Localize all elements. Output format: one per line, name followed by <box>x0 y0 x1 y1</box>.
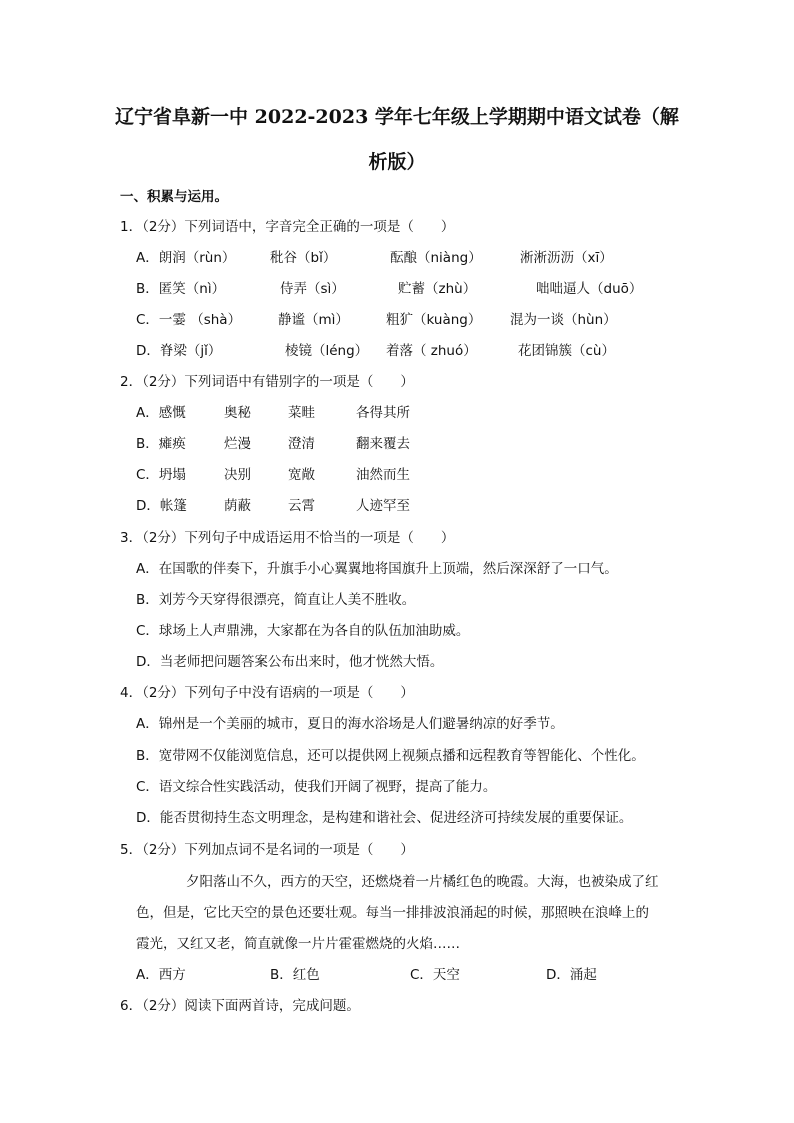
option-word: 油然而生 <box>356 467 410 483</box>
option-word: C．一霎 （shà） <box>136 312 242 328</box>
option-word: 翻来覆去 <box>356 436 410 452</box>
option-word: 各得其所 <box>356 405 410 421</box>
option-word: 澄清 <box>288 436 315 452</box>
option-d: D．涌起 <box>546 967 597 983</box>
option-a: A．西方 <box>136 967 186 983</box>
option-word: 静谧（mì） <box>278 312 349 328</box>
section-heading: 一、积累与运用。 <box>120 189 228 205</box>
option-b: B．红色 <box>270 967 320 983</box>
option-word: 烂漫 <box>224 436 251 452</box>
question-3-option-a: A．在国歌的伴奏下，升旗手小心翼翼地将国旗升上顶端，然后深深舒了一口气。 <box>136 561 618 577</box>
option-word: 粗犷（kuàng） <box>386 312 482 328</box>
question-4-option-d: D．能否贯彻持生态文明理念，是构建和谐社会、促进经济可持续发展的重要保证。 <box>136 810 633 826</box>
question-2-stem: 2．（2分）下列词语中有错别字的一项是（ ） <box>120 374 414 390</box>
option-word: D．脊梁（jǐ） <box>136 343 222 359</box>
question-4-stem: 4．（2分）下列句子中没有语病的一项是（ ） <box>120 685 414 701</box>
option-word: 决别 <box>224 467 251 483</box>
question-5-passage-line-1: 夕阳落山不久，西方的天空，还燃烧着一片橘红色的晚霞。大海，也被染成了红 <box>186 874 659 890</box>
question-6-stem: 6．（2分）阅读下面两首诗，完成问题。 <box>120 998 360 1014</box>
question-4-option-b: B．宽带网不仅能浏览信息，还可以提供网上视频点播和远程教育等智能化、个性化。 <box>136 748 645 764</box>
question-3-stem: 3．（2分）下列句子中成语运用不恰当的一项是（ ） <box>120 530 455 546</box>
option-word: 混为一谈（hùn） <box>510 312 617 328</box>
option-word: 奥秘 <box>224 405 251 421</box>
option-word: B．匿笑（nì） <box>136 281 226 297</box>
option-word: 贮蓄（zhù） <box>398 281 477 297</box>
option-word: 荫蔽 <box>224 498 251 514</box>
option-word: 秕谷（bǐ） <box>270 250 337 266</box>
question-3-option-c: C．球场上人声鼎沸，大家都在为各自的队伍加油助威。 <box>136 623 470 639</box>
option-word: A．朗润（rùn） <box>136 250 236 266</box>
option-word: C．坍塌 <box>136 467 186 483</box>
option-word: 着落（ zhuó） <box>386 343 477 359</box>
question-4-option-a: A．锦州是一个美丽的城市，夏日的海水浴场是人们避暑纳凉的好季节。 <box>136 716 564 732</box>
question-3-option-b: B．刘芳今天穿得很漂亮，简直让人美不胜收。 <box>136 592 416 608</box>
option-word: 菜畦 <box>288 405 315 421</box>
option-word: A．感慨 <box>136 405 186 421</box>
question-5-passage-line-3: 霞光，又红又老，简直就像一片片霍霍燃烧的火焰…… <box>136 936 460 952</box>
option-word: 咄咄逼人（duō） <box>536 281 643 297</box>
document-title-line-1: 辽宁省阜新一中 2022-2023 学年七年级上学期期中语文试卷（解 <box>115 106 679 128</box>
question-4-option-c: C．语文综合性实践活动，使我们开阔了视野，提高了能力。 <box>136 779 497 795</box>
option-word: 宽敞 <box>288 467 315 483</box>
option-word: 淅淅沥沥（xī） <box>520 250 613 266</box>
option-word: B．瘫痪 <box>136 436 186 452</box>
option-word: 云霄 <box>288 498 315 514</box>
option-word: 棱镜（léng） <box>285 343 369 359</box>
option-c: C．天空 <box>410 967 460 983</box>
question-5-passage-line-2: 色，但是，它比天空的景色还要壮观。每当一排排波浪涌起的时候，那照映在浪峰上的 <box>136 905 649 921</box>
option-word: D．帐篷 <box>136 498 187 514</box>
option-word: 人迹罕至 <box>356 498 410 514</box>
question-5-stem: 5．（2分）下列加点词不是名词的一项是（ ） <box>120 842 414 858</box>
question-1-stem: 1．（2分）下列词语中，字音完全正确的一项是（ ） <box>120 219 455 235</box>
option-word: 花团锦簇（cù） <box>518 343 615 359</box>
option-word: 侍弄（sì） <box>280 281 345 297</box>
document-title-line-2: 析版） <box>368 151 426 173</box>
option-word: 酝酿（niàng） <box>390 250 482 266</box>
question-3-option-d: D．当老师把问题答案公布出来时，他才恍然大悟。 <box>136 654 444 670</box>
